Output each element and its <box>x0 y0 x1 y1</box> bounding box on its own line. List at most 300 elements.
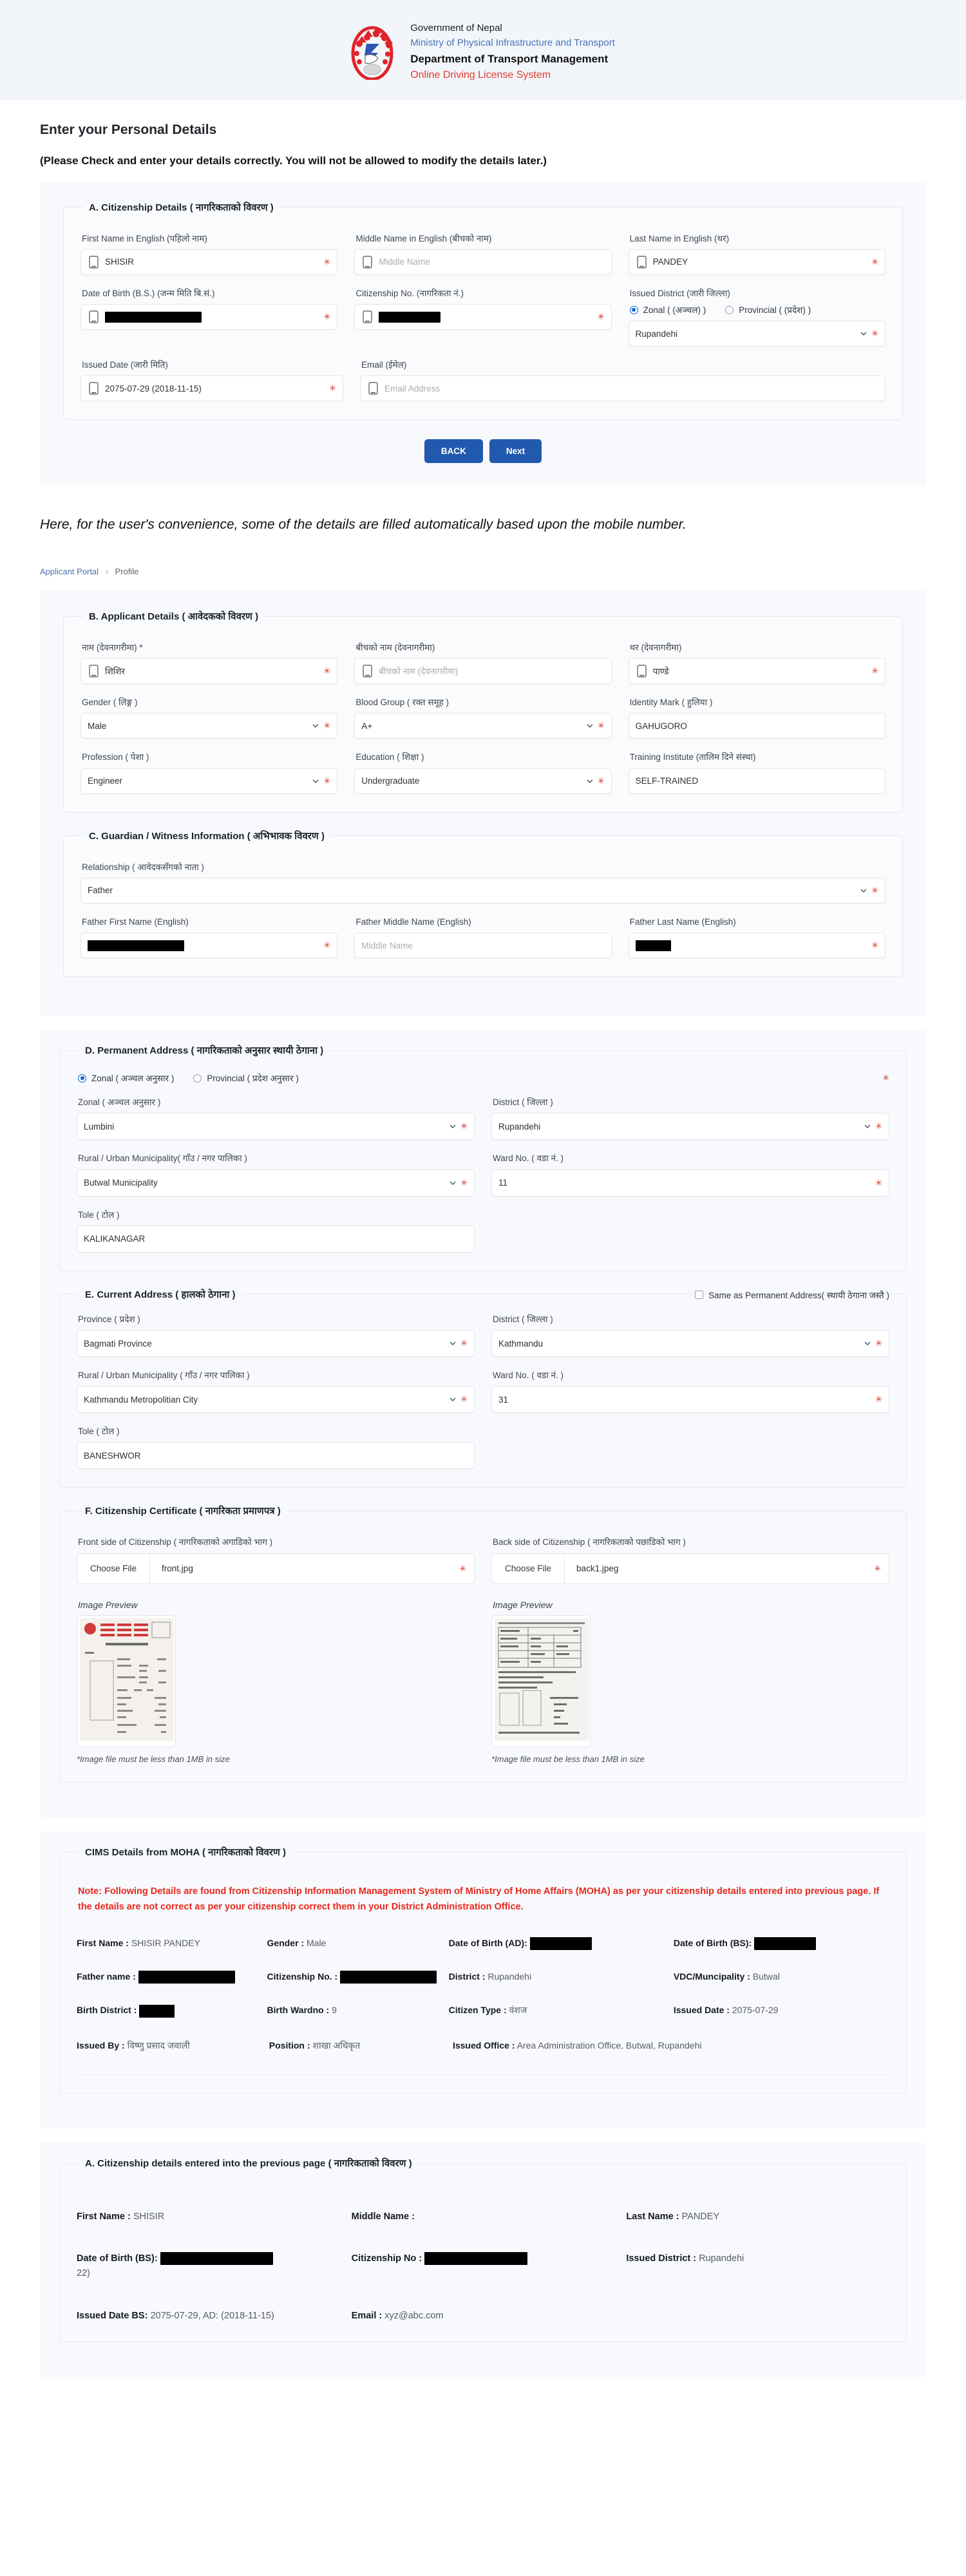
name-np-label: नाम (देवनागरीमा) * <box>82 643 143 653</box>
email-label: Email (ईमेल) <box>361 360 407 370</box>
back-size-hint: *Image file must be less than 1MB in size <box>491 1754 645 1764</box>
field-blood-group <box>354 697 611 739</box>
required-asterisk: ✳ <box>460 1121 468 1132</box>
training-institute-value: SELF-TRAINED <box>635 776 699 786</box>
back-citizenship-label: Back side of Citizenship ( नागरिकताको पछाडिको भाग ) <box>493 1537 686 1548</box>
citizenship-no-input[interactable] <box>354 304 611 330</box>
required-asterisk: ✳ <box>323 666 331 676</box>
radio-dot-zonal <box>78 1074 86 1083</box>
email-input[interactable] <box>360 375 886 401</box>
chevron-down-icon <box>864 1340 871 1347</box>
permanent-address-scope <box>78 1072 889 1084</box>
cims-value: वंशज <box>509 2005 527 2016</box>
field-education <box>354 752 611 793</box>
prev-key: Date of Birth (BS): <box>77 2253 158 2264</box>
first-name-label: First Name in English (पहिलो नाम) <box>82 233 207 243</box>
front-preview-box <box>77 1615 176 1747</box>
dob-bs-label: Date of Birth (B.S.) (जन्म मिति बि.सं.) <box>82 288 215 298</box>
permanent-district-label: District ( जिल्ला ) <box>493 1097 553 1108</box>
redaction-bar <box>138 1971 235 1984</box>
identity-mark-input[interactable] <box>629 713 886 739</box>
profession-select[interactable] <box>80 768 337 794</box>
cims-key: District : <box>448 1971 486 1982</box>
field-issued-district <box>629 288 886 346</box>
section-f-legend: F. Citizenship Certificate ( नागरिकता प्रमाणपत्र ) <box>85 1506 281 1517</box>
cims-field <box>77 2038 260 2052</box>
field-current-ward <box>491 1370 889 1413</box>
prev-value: PANDEY <box>681 2211 720 2222</box>
issued-date-input[interactable] <box>80 375 343 401</box>
cims-value: Area Administration Office, Butwal, Rupandehi <box>516 2040 702 2050</box>
field-first-name <box>80 233 337 275</box>
next-button[interactable]: Next <box>489 439 542 463</box>
nepal-emblem-icon <box>351 24 393 80</box>
cims-field <box>674 1969 889 1984</box>
current-municipality-select[interactable] <box>77 1386 475 1413</box>
father-first-input[interactable] <box>80 933 337 958</box>
field-middle-np <box>354 642 611 684</box>
father-last-label: Father Last Name (English) <box>629 916 736 927</box>
required-asterisk: ✳ <box>871 328 878 339</box>
chevron-down-icon <box>860 887 867 895</box>
field-relationship <box>80 862 886 904</box>
field-dob-bs <box>80 288 337 346</box>
cims-key: Date of Birth (AD): <box>448 1937 527 1948</box>
gender-select[interactable] <box>80 713 337 739</box>
cims-key: Citizen Type : <box>448 2005 507 2016</box>
education-label: Education ( शिक्षा ) <box>355 752 424 762</box>
last-name-value: PANDEY <box>652 257 688 267</box>
site-header <box>0 0 966 100</box>
phone-icon <box>89 665 99 677</box>
cims-note: Note: Following Details are found from Citizenship Information Management System of Ministry of Home Affairs (MOHA) as per your citizenship details entered into previous page. If the details are not correct as per your citizenship correct them in your District Administration Office. <box>78 1886 880 1912</box>
middle-name-placeholder: Middle Name <box>379 257 430 267</box>
cims-key: Position : <box>269 2040 310 2050</box>
cims-issuer-grid <box>77 2038 889 2052</box>
field-permanent-district <box>491 1097 889 1140</box>
radio-provincial-label: Provincial ( (प्रदेश) ) <box>739 305 811 316</box>
cims-field <box>267 2003 440 2017</box>
phone-icon <box>89 310 99 323</box>
permanent-district-select[interactable] <box>491 1113 889 1140</box>
prev-key: Last Name : <box>626 2211 679 2222</box>
field-current-municipality <box>77 1370 475 1413</box>
prev-field <box>626 2251 889 2281</box>
required-asterisk: ✳ <box>874 1563 881 1573</box>
issued-district-select[interactable] <box>629 321 886 346</box>
prev-field <box>77 2309 340 2324</box>
back-choose-file-button[interactable]: Choose File <box>492 1554 565 1584</box>
required-asterisk: ✳ <box>323 256 331 267</box>
back-button[interactable]: BACK <box>424 439 483 463</box>
field-current-province <box>77 1314 475 1357</box>
prev-key: Issued Date BS: <box>77 2310 148 2321</box>
chevron-down-icon <box>312 722 319 730</box>
redaction-bar <box>754 1937 816 1950</box>
back-preview-box <box>491 1615 591 1747</box>
required-asterisk: ✳ <box>460 1338 468 1349</box>
section-d <box>59 1044 907 1271</box>
field-name-np <box>80 642 337 684</box>
middle-name-label: Middle Name in English (बीचको नाम) <box>355 233 492 243</box>
section-e-legend-text: E. Current Address ( हालको ठेगाना ) <box>85 1289 236 1300</box>
back-file-control[interactable] <box>491 1553 889 1584</box>
prev-field <box>352 2210 615 2224</box>
required-asterisk: ✳ <box>875 1121 882 1132</box>
field-permanent-ward <box>491 1153 889 1196</box>
cims-field <box>77 1936 258 1950</box>
prev-value: SHISIR <box>133 2211 165 2222</box>
phone-icon <box>363 310 372 323</box>
issued-date-label: Issued Date (जारी मिति) <box>82 360 168 370</box>
current-ward-value: 31 <box>498 1394 509 1405</box>
spacer <box>491 1209 889 1253</box>
breadcrumb <box>40 567 926 576</box>
field-permanent-zonal <box>77 1097 475 1140</box>
issued-district-label: Issued District (जारी जिल्ला) <box>629 288 730 298</box>
last-name-label: Last Name in English (थर) <box>629 233 730 243</box>
cims-panel <box>40 1832 926 2128</box>
issued-district-radios <box>630 304 886 316</box>
same-as-permanent-label: Same as Permanent Address( स्थायी ठेगाना जस्तै ) <box>708 1290 889 1300</box>
prev-key: Issued District : <box>626 2253 697 2264</box>
middle-np-input[interactable] <box>354 658 611 684</box>
cims-field <box>77 2003 258 2017</box>
cims-key: Issued By : <box>77 2040 125 2050</box>
applicant-details-panel <box>40 591 926 1016</box>
current-tole-label: Tole ( टोल ) <box>78 1426 120 1437</box>
middle-np-label: बीचको नाम (देवनागरीमा) <box>355 643 435 653</box>
redaction-bar <box>139 2005 175 2018</box>
prev-key: Citizenship No : <box>351 2253 422 2264</box>
cims-value: Butwal <box>752 1971 780 1982</box>
radio-provincial[interactable] <box>725 304 811 316</box>
training-institute-input[interactable] <box>629 768 886 794</box>
field-citizenship-no <box>354 288 611 346</box>
cims-field <box>267 1969 440 1984</box>
education-select[interactable] <box>354 768 611 794</box>
cims-value: Rupandehi <box>488 1971 532 1982</box>
redaction-bar <box>160 2252 273 2265</box>
blood-group-label: Blood Group ( रक्त समूह ) <box>355 697 449 708</box>
cims-value: 9 <box>332 2005 337 2016</box>
father-first-value <box>88 940 319 951</box>
previous-details-grid <box>77 2210 889 2324</box>
breadcrumb-profile: Profile <box>115 567 139 577</box>
redaction-bar <box>379 312 440 323</box>
required-asterisk: ✳ <box>597 721 605 731</box>
current-ward-label: Ward No. ( वडा नं. ) <box>493 1370 564 1381</box>
citizenship-no-value <box>379 312 593 323</box>
name-np-input[interactable] <box>80 658 337 684</box>
permanent-municipality-select[interactable] <box>77 1170 475 1197</box>
front-preview-label: Image Preview <box>78 1599 138 1610</box>
relationship-select[interactable] <box>80 878 886 904</box>
permanent-municipality-value: Butwal Municipality <box>84 1178 158 1188</box>
system-line: Online Driving License System <box>410 69 551 80</box>
name-np-value: शिशिर <box>105 667 125 677</box>
field-training-institute <box>629 752 886 793</box>
relationship-label: Relationship ( आवेदकसँगको नाता ) <box>82 862 204 872</box>
prev-field <box>352 2309 615 2324</box>
checkbox-box <box>695 1291 703 1299</box>
radio-permanent-zonal-label: Zonal ( अञ्चल अनुसार ) <box>91 1074 175 1084</box>
required-asterisk: ✳ <box>871 940 878 951</box>
permanent-ward-label: Ward No. ( वडा नं. ) <box>493 1153 564 1164</box>
chevron-down-icon <box>864 1122 871 1130</box>
required-asterisk: ✳ <box>882 1073 889 1083</box>
radio-dot-provincial <box>193 1074 202 1083</box>
prev-key: First Name : <box>77 2211 131 2222</box>
department-line: Department of Transport Management <box>410 52 609 65</box>
cims-details-grid <box>77 1936 889 2018</box>
field-current-tole <box>77 1426 475 1469</box>
prev-value: 2075-07-29, AD: (2018-11-15) <box>150 2310 274 2321</box>
same-as-permanent-checkbox[interactable] <box>695 1289 889 1301</box>
cims-legend: CIMS Details from MOHA ( नागरिकताको विवरण ) <box>85 1846 287 1858</box>
redaction-bar <box>424 2252 527 2265</box>
required-asterisk: ✳ <box>329 383 336 393</box>
cims-key: VDC/Muncipality : <box>673 1971 750 1982</box>
phone-icon <box>637 256 647 269</box>
identity-mark-value: GAHUGORO <box>635 721 687 731</box>
issued-date-value: 2075-07-29 (2018-11-15) <box>105 383 202 393</box>
father-middle-input[interactable] <box>354 933 611 958</box>
prev-key: Middle Name : <box>351 2211 415 2222</box>
first-name-value: SHISIR <box>105 257 135 267</box>
current-municipality-value: Kathmandu Metropolitian City <box>84 1394 198 1405</box>
cims-key: Father name : <box>77 1971 136 1982</box>
breadcrumb-applicant-portal[interactable]: Applicant Portal <box>40 567 99 577</box>
back-file-name: back1.jpeg <box>576 1564 619 1574</box>
current-ward-input[interactable] <box>491 1386 889 1413</box>
blood-group-value: A+ <box>361 721 373 731</box>
email-placeholder: Email Address <box>384 383 440 393</box>
first-name-input[interactable] <box>80 249 337 275</box>
cims-field <box>77 1969 258 1984</box>
cims-value: Male <box>307 1937 327 1948</box>
redaction-bar <box>105 312 202 323</box>
father-last-input[interactable] <box>629 933 886 958</box>
required-asterisk: ✳ <box>323 775 331 786</box>
field-father-first <box>80 916 337 958</box>
required-asterisk: ✳ <box>460 1394 468 1405</box>
radio-dot-provincial <box>725 306 734 314</box>
field-profession <box>80 752 337 793</box>
chevron-down-icon <box>449 1179 457 1187</box>
last-np-input[interactable] <box>629 658 886 684</box>
section-a-actions <box>63 439 903 463</box>
current-tole-value: BANESHWOR <box>84 1450 141 1461</box>
current-municipality-label: Rural / Urban Municipality ( गाँउ / नगर पालिका ) <box>78 1370 250 1381</box>
cims-field <box>267 1936 440 1950</box>
section-c-legend: C. Guardian / Witness Information ( अभिभावक विवरण ) <box>89 830 325 842</box>
permanent-zonal-select[interactable] <box>77 1113 475 1140</box>
required-asterisk: ✳ <box>323 721 331 731</box>
profession-value: Engineer <box>88 776 123 786</box>
prev-value: xyz@abc.com <box>384 2310 444 2321</box>
required-asterisk: ✳ <box>597 775 605 786</box>
cims-divider <box>77 2074 889 2075</box>
training-institute-label: Training Institute (तालिम दिने संस्था) <box>629 752 756 762</box>
current-district-value: Kathmandu <box>498 1338 544 1349</box>
citizenship-details-panel <box>40 182 926 486</box>
prev-field <box>77 2251 340 2281</box>
org-lines <box>410 21 615 84</box>
section-d-legend: D. Permanent Address ( नागरिकताको अनुसार स्थायी ठेगाना ) <box>85 1045 324 1057</box>
field-permanent-municipality <box>77 1153 475 1196</box>
radio-permanent-provincial-label: Provincial ( प्रदेश अनुसार ) <box>207 1074 299 1084</box>
radio-permanent-provincial[interactable] <box>193 1072 299 1084</box>
father-middle-placeholder: Middle Name <box>361 940 413 951</box>
cims-key: Issued Date : <box>673 2005 730 2016</box>
required-asterisk: ✳ <box>875 1177 882 1188</box>
current-tole-input[interactable] <box>77 1442 475 1469</box>
redaction-bar <box>88 940 184 951</box>
cims-key: Birth District : <box>77 2005 137 2016</box>
required-asterisk: ✳ <box>871 666 878 676</box>
cims-key: First Name : <box>77 1937 129 1948</box>
chevron-down-icon <box>586 722 594 730</box>
phone-icon <box>637 665 647 677</box>
cims-key: Issued Office : <box>452 2040 515 2050</box>
dob-bs-input[interactable] <box>80 304 337 330</box>
father-last-value <box>636 940 867 951</box>
blood-group-select[interactable] <box>354 713 611 739</box>
cims-field <box>449 1969 665 1984</box>
gender-value: Male <box>88 721 107 731</box>
citizenship-front-preview-image <box>80 1618 174 1741</box>
permanent-ward-input[interactable] <box>491 1170 889 1197</box>
front-file-name: front.jpg <box>162 1564 193 1574</box>
page-title: Enter your Personal Details <box>40 122 217 137</box>
gender-label: Gender ( लिङ्ग ) <box>82 697 138 708</box>
field-back-citizenship <box>491 1537 889 1763</box>
section-b-legend: B. Applicant Details ( आवेदकको विवरण ) <box>89 611 259 623</box>
phone-icon <box>89 382 99 395</box>
required-asterisk: ✳ <box>459 1563 466 1573</box>
permanent-tole-label: Tole ( टोल ) <box>78 1209 120 1220</box>
last-np-label: थर (देवनागरीमा) <box>629 643 682 653</box>
back-preview-label: Image Preview <box>493 1599 553 1610</box>
current-district-select[interactable] <box>491 1330 889 1357</box>
permanent-tole-value: KALIKANAGAR <box>84 1234 146 1244</box>
required-asterisk: ✳ <box>597 312 605 322</box>
cims-value: 2075-07-29 <box>732 2005 779 2016</box>
field-middle-name <box>354 233 611 275</box>
chevron-down-icon <box>860 330 867 337</box>
redaction-bar <box>340 1971 437 1984</box>
cims-field <box>674 1936 889 1950</box>
chevron-down-icon <box>449 1340 457 1347</box>
permanent-municipality-label: Rural / Urban Municipality( गाँउ / नगर पालिका ) <box>78 1153 247 1164</box>
permanent-tole-input[interactable] <box>77 1226 475 1253</box>
prev-field-empty <box>626 2309 889 2324</box>
cims-key: Birth Wardno : <box>267 2005 330 2016</box>
identity-mark-label: Identity Mark ( हुलिया ) <box>629 697 713 708</box>
front-citizenship-label: Front side of Citizenship ( नागरिकताको अगाडिको भाग ) <box>78 1537 273 1548</box>
cims-section <box>59 1846 907 2094</box>
section-c <box>63 829 903 977</box>
required-asterisk: ✳ <box>875 1394 882 1405</box>
permanent-district-value: Rupandehi <box>498 1121 541 1132</box>
last-np-value: पाण्डे <box>652 667 669 677</box>
cims-field <box>453 2038 889 2052</box>
section-f <box>59 1504 907 1782</box>
section-e <box>59 1288 907 1488</box>
father-middle-label: Father Middle Name (English) <box>355 916 471 927</box>
profession-label: Profession ( पेशा ) <box>82 752 149 762</box>
front-choose-file-button[interactable]: Choose File <box>77 1554 150 1584</box>
last-name-input[interactable] <box>629 249 886 275</box>
gov-line: Government of Nepal <box>410 23 502 33</box>
redaction-bar <box>530 1937 592 1950</box>
redaction-bar <box>636 940 671 951</box>
cims-value: विष्णु प्रसाद जवाली <box>127 2040 190 2050</box>
father-first-label: Father First Name (English) <box>82 916 189 927</box>
required-asterisk: ✳ <box>323 940 331 951</box>
field-last-np <box>629 642 886 684</box>
prev-field <box>77 2210 340 2224</box>
chevron-down-icon <box>312 777 319 785</box>
front-size-hint: *Image file must be less than 1MB in size <box>77 1754 230 1764</box>
radio-zonal[interactable] <box>630 304 706 316</box>
required-asterisk: ✳ <box>323 312 331 322</box>
spacer <box>491 1426 889 1469</box>
cims-key: Date of Birth (BS): <box>673 1937 752 1948</box>
radio-permanent-zonal[interactable] <box>78 1072 174 1084</box>
permanent-zonal-value: Lumbini <box>84 1121 115 1132</box>
address-panel <box>40 1030 926 1817</box>
dob-bs-value <box>105 312 319 323</box>
middle-name-input[interactable] <box>354 249 611 275</box>
issued-district-value: Rupandehi <box>635 328 677 339</box>
cims-value: SHISIR PANDEY <box>131 1937 200 1948</box>
citizenship-no-label: Citizenship No. (नागरिकता नं.) <box>355 288 464 298</box>
front-file-control[interactable] <box>77 1553 475 1584</box>
section-e-legend <box>79 1288 241 1301</box>
section-a <box>63 201 903 421</box>
radio-zonal-label: Zonal ( (अञ्चल) ) <box>643 305 706 316</box>
cims-field <box>449 1936 665 1950</box>
field-father-last <box>629 916 886 958</box>
field-last-name <box>629 233 886 275</box>
phone-icon <box>363 256 372 269</box>
current-district-label: District ( जिल्ला ) <box>493 1314 553 1324</box>
prev-value-cont: 22) <box>77 2268 90 2279</box>
current-province-select[interactable] <box>77 1330 475 1357</box>
chevron-down-icon <box>586 777 594 785</box>
chevron-down-icon <box>449 1396 457 1403</box>
prev-key: Email : <box>351 2310 383 2321</box>
phone-icon <box>89 256 99 269</box>
relationship-value: Father <box>88 886 113 896</box>
page-subtitle: (Please Check and enter your details correctly. You will not be allowed to modify the details later.) <box>40 154 547 167</box>
section-prev-legend: A. Citizenship details entered into the previous page ( नागरिकताको विवरण ) <box>85 2158 412 2170</box>
prev-field <box>352 2251 615 2281</box>
previous-page-panel <box>40 2143 926 2377</box>
current-province-label: Province ( प्रदेश ) <box>78 1314 140 1324</box>
field-identity-mark <box>629 697 886 739</box>
field-permanent-tole <box>77 1209 475 1253</box>
field-father-middle <box>354 916 611 958</box>
prev-field <box>626 2210 889 2224</box>
section-b <box>63 610 903 813</box>
section-a-legend: A. Citizenship Details ( नागरिकताको विवरण ) <box>89 202 274 213</box>
field-front-citizenship <box>77 1537 475 1763</box>
cims-value: शाखा अधिकृत <box>312 2040 361 2050</box>
radio-dot-zonal <box>630 306 638 314</box>
